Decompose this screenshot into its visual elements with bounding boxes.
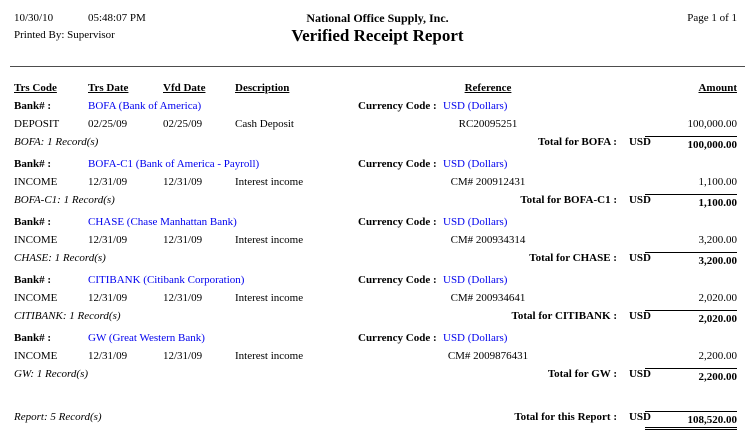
transaction-row (0, 350, 755, 366)
total-currency: USD (628, 252, 651, 264)
bank-label: Bank# : (14, 100, 51, 112)
vfd-date-cell: 12/31/09 (163, 350, 203, 362)
header-divider (10, 66, 745, 67)
bank-name-link[interactable]: BOFA (Bank of America) (88, 100, 202, 112)
transaction-row (0, 292, 755, 308)
company-name: National Office Supply, Inc. (306, 11, 449, 25)
currency-code-label: Currency Code : (358, 158, 437, 170)
section-total-row (0, 194, 755, 210)
section-total-label: Total for CITIBANK : USD (511, 310, 651, 322)
trs-date-cell: 12/31/09 (88, 292, 128, 304)
vfd-date-cell: 12/31/09 (163, 176, 203, 188)
transaction-row (0, 234, 755, 250)
currency-code-label: Currency Code : (358, 216, 437, 228)
trs-code-cell: DEPOSIT (14, 118, 60, 130)
column-header-trs-date: Trs Date (88, 82, 129, 94)
record-count: CHASE: 1 Record(s) (14, 252, 106, 264)
bank-row (0, 274, 755, 290)
column-header-description: Description (235, 82, 290, 94)
print-time: 05:48:07 PM (88, 12, 146, 24)
section-total-label: Total for BOFA : USD (538, 136, 651, 148)
currency-code-link[interactable]: USD (Dollars) (443, 100, 508, 112)
transaction-row (0, 118, 755, 134)
trs-code-cell: INCOME (14, 292, 58, 304)
trs-code-cell: INCOME (14, 234, 58, 246)
section-total-amount: 1,100.00 (645, 194, 737, 209)
section-total-label: Total for CHASE : USD (529, 252, 651, 264)
report-body (0, 98, 755, 436)
currency-code-link[interactable]: USD (Dollars) (443, 216, 508, 228)
amount-cell: 2,200.00 (698, 350, 737, 362)
vfd-date-cell: 02/25/09 (163, 118, 203, 130)
bank-label: Bank# : (14, 158, 51, 170)
currency-code-label: Currency Code : (358, 274, 437, 286)
report-record-count: Report: 5 Record(s) (14, 411, 102, 423)
bank-row (0, 216, 755, 232)
amount-cell: 100,000.00 (687, 118, 737, 130)
section-total-row (0, 136, 755, 152)
total-currency: USD (628, 310, 651, 322)
reference-cell: CM# 200934641 (450, 292, 526, 304)
section-total-amount: 2,200.00 (645, 368, 737, 383)
report-total-amount: 108,520.00 (645, 411, 737, 430)
bank-section-gw (0, 330, 755, 388)
column-header-trs-code: Trs Code (14, 82, 57, 94)
bank-label: Bank# : (14, 332, 51, 344)
description-cell: Interest income (235, 292, 304, 304)
amount-cell: 1,100.00 (698, 176, 737, 188)
report-total-row (0, 411, 755, 427)
total-currency: USD (628, 136, 651, 148)
amount-cell: 3,200.00 (698, 234, 737, 246)
record-count: GW: 1 Record(s) (14, 368, 89, 380)
column-header-vfd-date: Vfd Date (163, 82, 206, 94)
column-header-amount: Amount (698, 82, 737, 94)
column-header-reference: Reference (464, 82, 512, 94)
column-header-row (0, 82, 755, 96)
description-cell: Interest income (235, 234, 304, 246)
section-total-amount: 100,000.00 (645, 136, 737, 151)
record-count: BOFA: 1 Record(s) (14, 136, 99, 148)
description-cell: Interest income (235, 176, 304, 188)
bank-label: Bank# : (14, 274, 51, 286)
page-title: Verified Receipt Report (291, 26, 464, 45)
record-count: BOFA-C1: 1 Record(s) (14, 194, 115, 206)
section-total-label: Total for GW : USD (547, 368, 651, 380)
trs-date-cell: 02/25/09 (88, 118, 128, 130)
section-total-amount: 2,020.00 (645, 310, 737, 325)
bank-section-citibank (0, 272, 755, 330)
reference-cell: CM# 2009876431 (447, 350, 529, 362)
page-indicator: Page 1 of 1 (687, 12, 737, 24)
section-total-label: Total for BOFA-C1 : USD (520, 194, 651, 206)
currency-code-label: Currency Code : (358, 100, 437, 112)
reference-cell: CM# 200934314 (450, 234, 526, 246)
amount-cell: 2,020.00 (698, 292, 737, 304)
bank-name-link[interactable]: GW (Great Western Bank) (88, 332, 205, 344)
bank-name-link[interactable]: CITIBANK (Citibank Corporation) (88, 274, 245, 286)
description-cell: Cash Deposit (235, 118, 294, 130)
bank-section-bofa-c1 (0, 156, 755, 214)
record-count: CITIBANK: 1 Record(s) (14, 310, 121, 322)
vfd-date-cell: 12/31/09 (163, 292, 203, 304)
currency-code-link[interactable]: USD (Dollars) (443, 274, 508, 286)
bank-row (0, 100, 755, 116)
trs-date-cell: 12/31/09 (88, 350, 128, 362)
section-total-amount: 3,200.00 (645, 252, 737, 267)
bank-section-chase (0, 214, 755, 272)
reference-cell: CM# 200912431 (450, 176, 526, 188)
section-total-row (0, 252, 755, 268)
currency-code-label: Currency Code : (358, 332, 437, 344)
description-cell: Interest income (235, 350, 304, 362)
reference-cell: RC20095251 (458, 118, 518, 130)
total-currency: USD (628, 411, 651, 423)
print-date: 10/30/10 (14, 12, 54, 24)
bank-row (0, 332, 755, 348)
bank-row (0, 158, 755, 174)
total-currency: USD (628, 194, 651, 206)
bank-label: Bank# : (14, 216, 51, 228)
trs-code-cell: INCOME (14, 176, 58, 188)
section-total-row (0, 310, 755, 326)
section-total-row (0, 368, 755, 384)
report-total-label: Total for this Report : USD (514, 411, 651, 423)
vfd-date-cell: 12/31/09 (163, 234, 203, 246)
transaction-row (0, 176, 755, 192)
currency-code-link[interactable]: USD (Dollars) (443, 158, 508, 170)
bank-section-bofa (0, 98, 755, 156)
trs-date-cell: 12/31/09 (88, 176, 128, 188)
trs-date-cell: 12/31/09 (88, 234, 128, 246)
report-total-section (0, 399, 755, 436)
total-currency: USD (628, 368, 651, 380)
bank-name-link[interactable]: CHASE (Chase Manhattan Bank) (88, 216, 237, 228)
currency-code-link[interactable]: USD (Dollars) (443, 332, 508, 344)
printed-by: Printed By: Supervisor (14, 29, 115, 41)
trs-code-cell: INCOME (14, 350, 58, 362)
bank-name-link[interactable]: BOFA-C1 (Bank of America - Payroll) (88, 158, 260, 170)
